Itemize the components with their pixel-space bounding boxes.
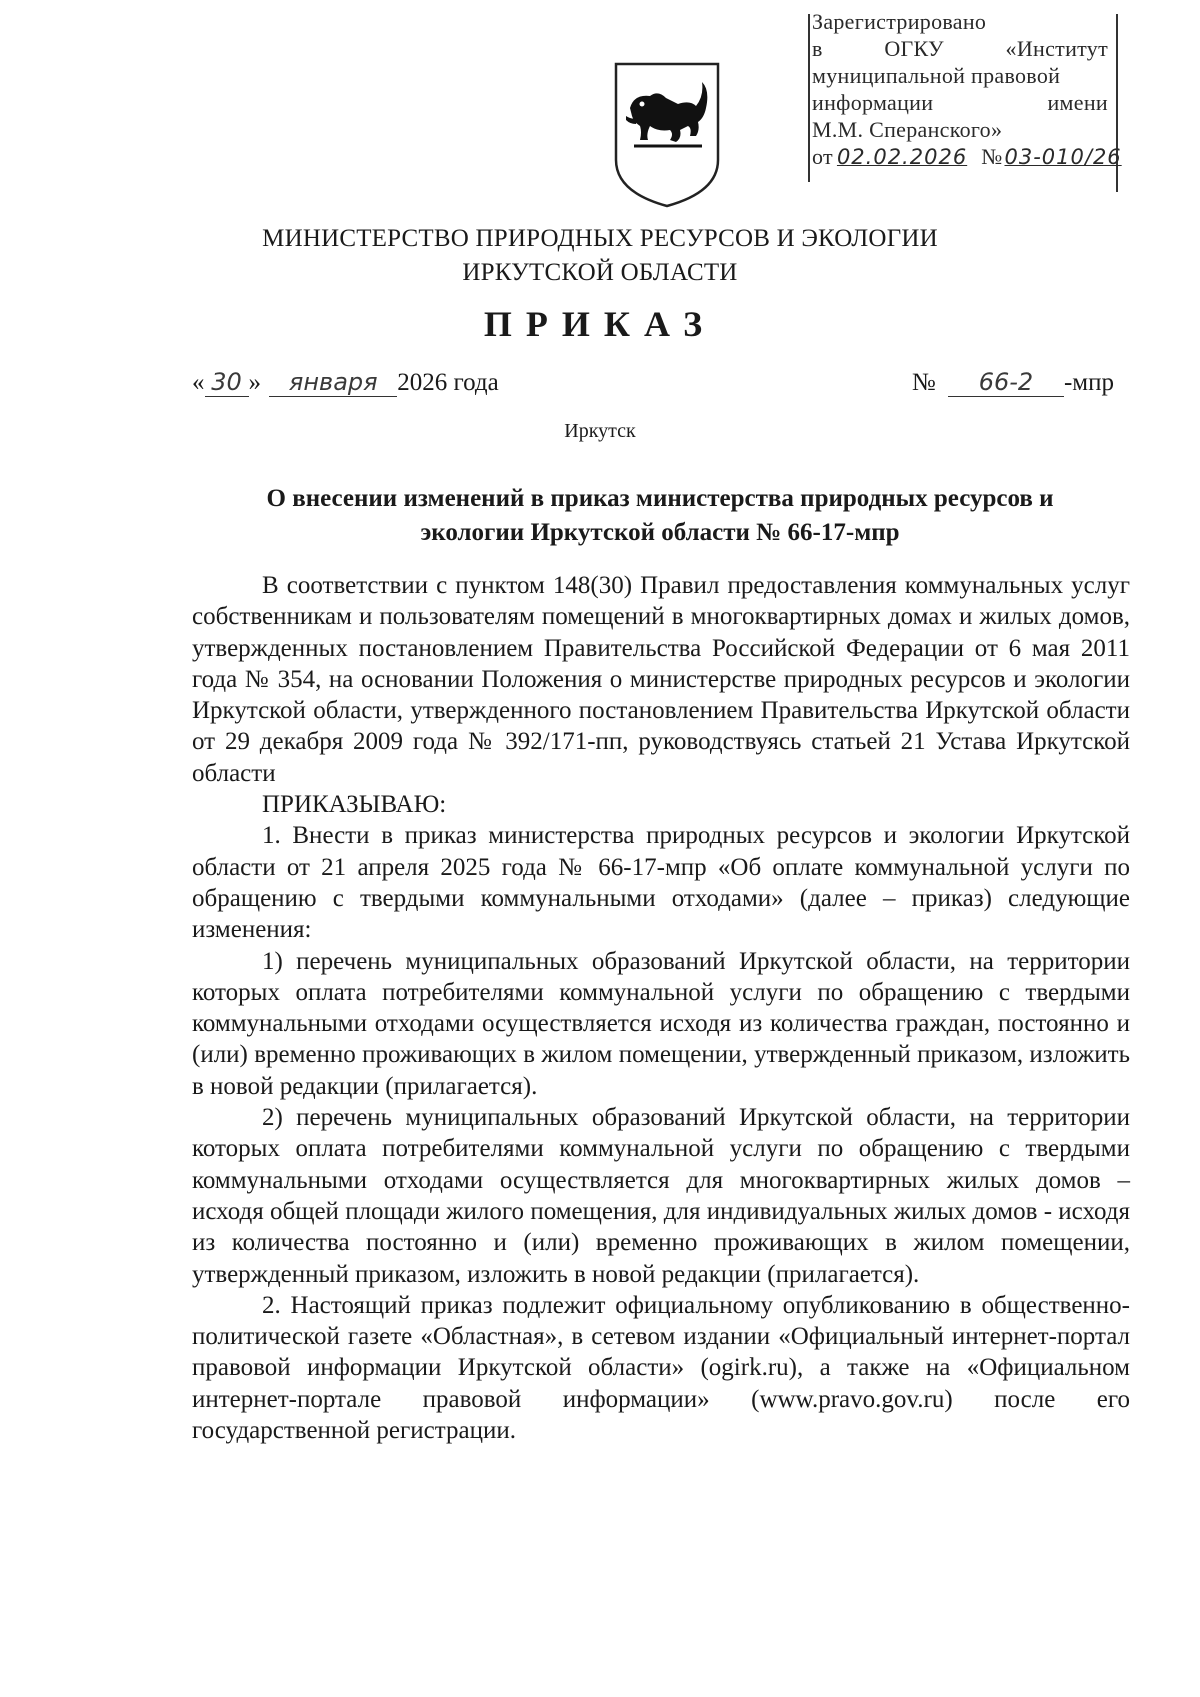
date-close-quote: » xyxy=(248,369,261,396)
order-title: ПРИКАЗ xyxy=(483,304,717,344)
document-heading xyxy=(190,482,1130,550)
stamp-date-value: 02.02.2026 xyxy=(836,145,968,169)
ministry-name xyxy=(0,222,1200,290)
date-open-quote: « xyxy=(192,369,205,396)
stamp-line-4-b: имени xyxy=(1047,90,1108,115)
stamp-line-3: муниципальной правовой xyxy=(812,63,1061,88)
paragraph-item-1-1: 1) перечень муниципальных образований Иркутской области, на территории которых оплата потребителями коммунальной услуги по обращению с твердыми коммунальными отходами осуществляется исходя из количества граждан, постоянно и (или) временно проживающих в жилом помещении, утвержденный приказом, изложить в новой редакции (прилагается). xyxy=(192,947,1130,1100)
order-number xyxy=(912,368,1114,397)
number-suffix: -мпр xyxy=(1063,369,1114,396)
registration-stamp xyxy=(812,8,1122,171)
document-body xyxy=(192,570,1130,1446)
ministry-line-2: ИРКУТСКОЙ ОБЛАСТИ xyxy=(462,259,738,286)
paragraph-item-2: 2. Настоящий приказ подлежит официальному опубликованию в общественно-политической газете «Областная», в сетевом издании «Официальный интернет-портал правовой информации Иркутской области» (ogirk.ru), а также на «Официальном интернет-портале правовой информации» (www.pravo.gov.ru) после его государственной регистрации. xyxy=(192,1291,1130,1445)
stamp-date-prefix: от xyxy=(812,144,833,169)
order-date xyxy=(192,368,499,397)
stamp-line-2 xyxy=(812,35,1108,62)
paragraph-order-word: ПРИКАЗЫВАЮ: xyxy=(262,791,447,819)
stamp-line-2-c: «Институт xyxy=(1005,36,1108,61)
stamp-line-5: М.М. Сперанского» xyxy=(812,117,1003,142)
paragraph-item-1: 1. Внести в приказ министерства природных ресурсов и экологии Иркутской области от 21 апреля 2025 года № 66-17-мпр «Об оплате коммунальной услуги по обращению с твердыми коммунальными отходами» (далее – приказ) следующие изменения: xyxy=(192,822,1130,944)
paragraph-item-1-2: 2) перечень муниципальных образований Иркутской области, на территории которых оплата потребителями коммунальной услуги по обращению с твердыми коммунальными отходами осуществляется для многоквартирных жилых домов – исходя общей площади жилого помещения, для индивидуальных жилых домов - исходя из количества постоянно и (или) временно проживающих в жилом помещении, утвержденный приказом, изложить в новой редакции (прилагается). xyxy=(192,1104,1130,1288)
city: Иркутск xyxy=(564,420,636,442)
paragraph-preamble: В соответствии с пунктом 148(30) Правил предоставления коммунальных услуг собственникам и пользователям помещений в многоквартирных домах и жилых домов, утвержденных постановлением Правительства Российской Федерации от 6 мая 2011 года № 354, на основании Положения о министерстве природных ресурсов и экологии Иркутской области, утвержденного постановлением Правительства Иркутской области от 29 декабря 2009 года № 392/171-пп, руководствуясь статьей 21 Устава Иркутской области xyxy=(192,572,1130,787)
stamp-number-value: 03-010/26 xyxy=(1004,145,1122,169)
stamp-line-4-a: информации xyxy=(812,90,934,115)
stamp-number-prefix: № xyxy=(981,144,1003,169)
date-year: 2026 года xyxy=(397,369,499,396)
coat-of-arms-icon xyxy=(612,60,722,210)
heading-line-1: О внесении изменений в приказ министерства природных ресурсов и xyxy=(266,485,1054,512)
heading-line-2: экологии Иркутской области № 66-17-мпр xyxy=(420,519,900,546)
date-day: 30 xyxy=(205,368,249,397)
stamp-line-1: Зарегистрировано xyxy=(812,9,987,34)
number-value: 66-2 xyxy=(948,368,1064,397)
number-sign: № xyxy=(911,369,936,396)
stamp-line-2-a: в xyxy=(812,36,823,61)
date-month: января xyxy=(269,368,397,397)
ministry-line-1: МИНИСТЕРСТВО ПРИРОДНЫХ РЕСУРСОВ И ЭКОЛОГИИ xyxy=(262,225,938,252)
stamp-border-left xyxy=(808,14,810,182)
stamp-line-2-b: ОГКУ xyxy=(884,36,944,61)
stamp-registration-row xyxy=(812,143,1122,171)
stamp-line-4 xyxy=(812,89,1108,116)
